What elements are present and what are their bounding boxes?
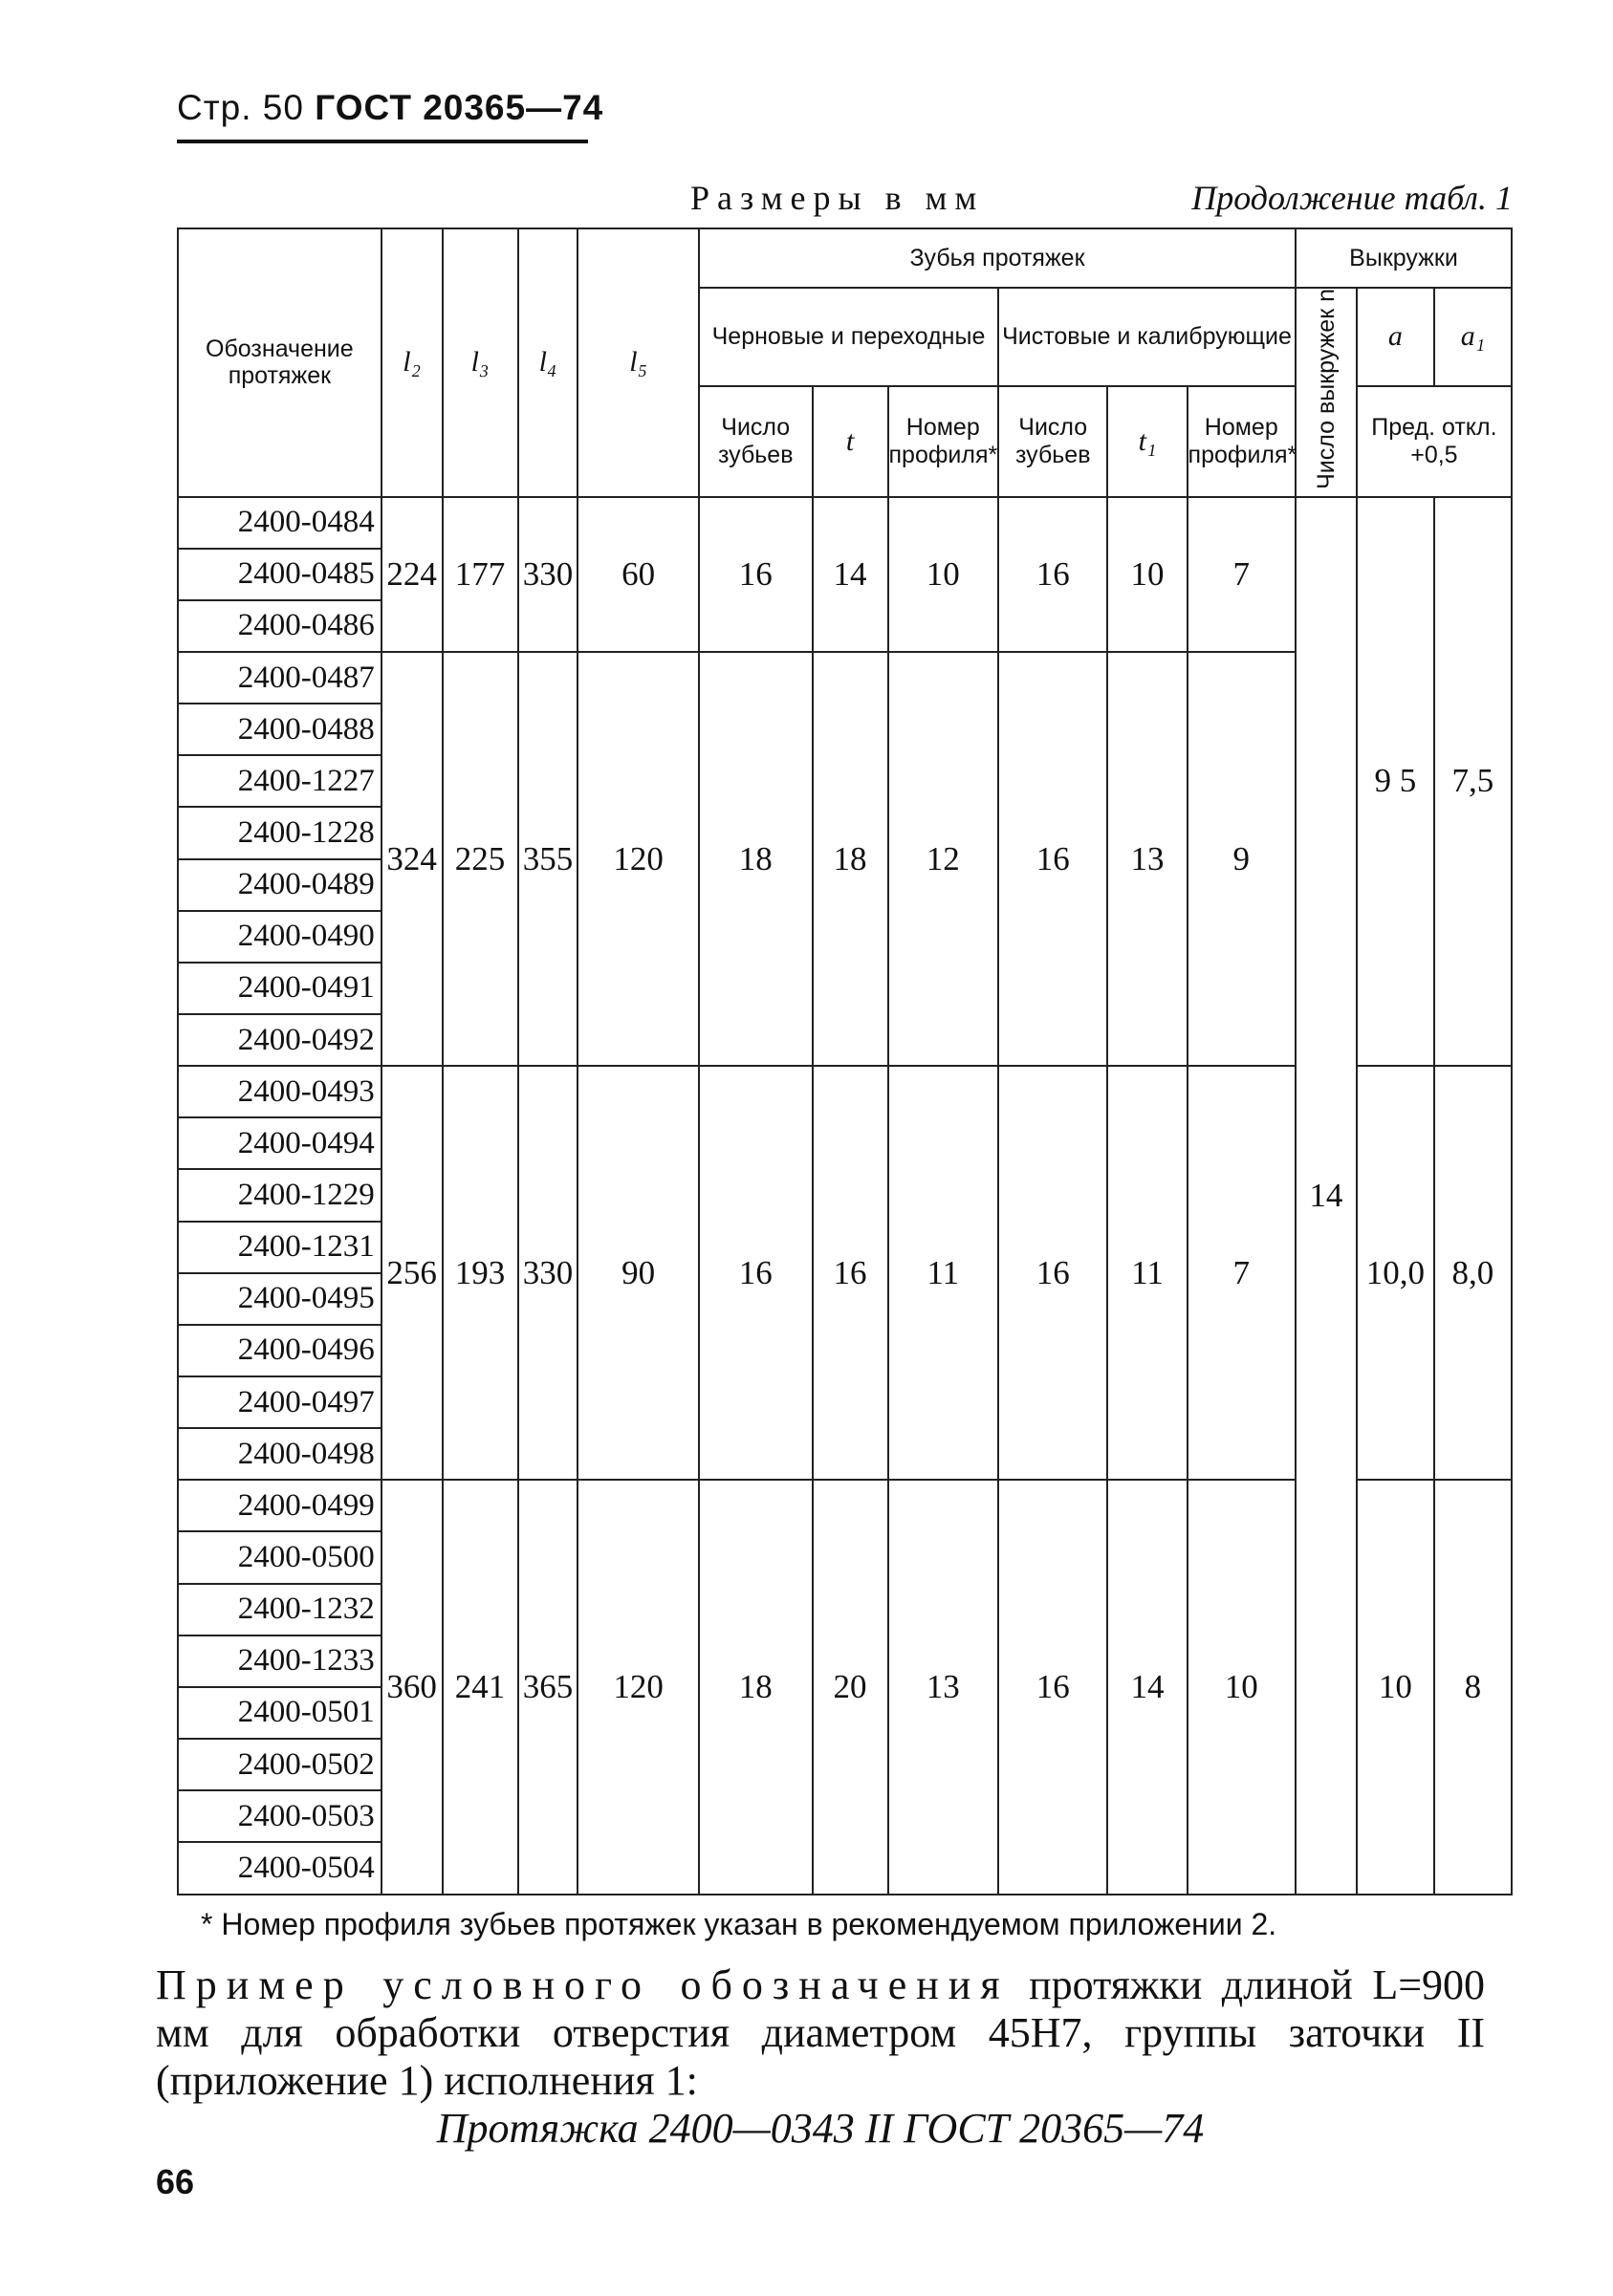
rough-count-cell: 16 <box>699 497 813 652</box>
designation-text: 2400-0486 <box>237 608 375 643</box>
t1-cell: 14 <box>1107 1480 1187 1894</box>
designation-text: 2400-0501 <box>237 1695 375 1730</box>
t-cell: 20 <box>813 1480 888 1894</box>
spec-table <box>177 227 1513 1895</box>
designation-cell <box>178 1428 381 1480</box>
l5-cell: 120 <box>578 1480 699 1894</box>
col-profile: Номер профиля* <box>888 386 998 496</box>
designation-cell <box>178 704 381 755</box>
finish-count-cell: 16 <box>998 652 1107 1066</box>
profile2-cell: 7 <box>1188 497 1296 652</box>
l2-cell: 324 <box>381 652 443 1066</box>
designation-cell <box>178 497 381 549</box>
l2-cell: 224 <box>381 497 443 652</box>
col-l2: l₂ <box>381 228 443 497</box>
designation-cell <box>178 1531 381 1583</box>
col-grooves-group: Выкружки <box>1296 228 1512 288</box>
l4-cell: 330 <box>518 497 578 652</box>
t1-cell: 11 <box>1107 1066 1187 1480</box>
example-paragraph <box>156 1961 1485 2153</box>
example-lead: Пример условного обозначения <box>156 1961 1010 2008</box>
designation-text: 2400-0491 <box>237 970 375 1006</box>
t-cell: 14 <box>813 497 888 652</box>
col-l3: l₃ <box>443 228 518 497</box>
finish-count-cell: 16 <box>998 497 1107 652</box>
designation-text: 2400-0503 <box>237 1798 375 1833</box>
col-a1: a₁ <box>1434 288 1512 386</box>
designation-text: 2400-0485 <box>237 556 375 592</box>
designation-text: 2400-1231 <box>237 1229 375 1265</box>
t-cell: 16 <box>813 1066 888 1480</box>
profile-cell: 10 <box>888 497 998 652</box>
designation-cell <box>178 549 381 600</box>
designation-cell <box>178 1739 381 1790</box>
l3-cell: 193 <box>443 1066 518 1480</box>
col-groove-count <box>1296 288 1357 497</box>
finish-count-cell: 16 <box>998 1066 1107 1480</box>
designation-text: 2400-0495 <box>237 1281 375 1316</box>
designation-text: 2400-0504 <box>237 1850 375 1885</box>
designation-text: 2400-0500 <box>237 1539 375 1574</box>
designation-text: 2400-0484 <box>237 505 375 540</box>
l3-cell: 177 <box>443 497 518 652</box>
profile2-cell: 9 <box>1188 652 1296 1066</box>
designation-text: 2400-0490 <box>237 919 375 954</box>
l2-cell: 360 <box>381 1480 443 1894</box>
l4-cell: 330 <box>518 1066 578 1480</box>
example-body: протяжки длиной L=900 мм для обработки отверстия диаметром 45H7, группы заточки II (приложение 1) исполнения 1: <box>156 1961 1486 2104</box>
a-cell: 10,0 <box>1357 1066 1434 1480</box>
col-t1: t₁ <box>1107 386 1187 496</box>
a-cell: 10 <box>1357 1480 1434 1894</box>
designation-text: 2400-0496 <box>237 1332 375 1368</box>
designation-text: 2400-0497 <box>237 1384 375 1419</box>
designation-text: 2400-1227 <box>237 763 375 798</box>
page-label: Стр. 50 <box>177 88 304 127</box>
designation-cell <box>178 1687 381 1739</box>
designation-text: 2400-0493 <box>237 1073 375 1109</box>
designation-cell <box>178 1480 381 1531</box>
profile-cell: 11 <box>888 1066 998 1480</box>
designation-cell <box>178 755 381 807</box>
col-tolerance: Пред. откл. +0,5 <box>1357 386 1512 496</box>
groove-count-cell: 14 <box>1296 497 1357 1895</box>
designation-cell <box>178 1842 381 1894</box>
footnote: * Номер профиля зубьев протяжек указан в рекомендуемом приложении 2. <box>201 1907 1277 1941</box>
designation-text: 2400-0498 <box>237 1436 375 1471</box>
profile2-cell: 10 <box>1188 1480 1296 1894</box>
page-header <box>177 88 603 128</box>
designation-text: 2400-0502 <box>237 1746 375 1782</box>
a-cell: 9 5 <box>1357 497 1434 1067</box>
designation-cell <box>178 1325 381 1376</box>
spec-table-container <box>177 227 1513 1893</box>
col-a: a <box>1357 288 1434 386</box>
col-profile2: Номер профиля* <box>1188 386 1296 496</box>
designation-cell <box>178 807 381 858</box>
designation-cell <box>178 652 381 704</box>
t-cell: 18 <box>813 652 888 1066</box>
l3-cell: 225 <box>443 652 518 1066</box>
col-t: t <box>813 386 888 496</box>
continuation-caption: Продолжение табл. 1 <box>1191 179 1513 217</box>
designation-cell <box>178 1169 381 1221</box>
designation-cell <box>178 1066 381 1117</box>
l3-cell: 241 <box>443 1480 518 1894</box>
l5-cell: 90 <box>578 1066 699 1480</box>
designation-cell <box>178 1635 381 1687</box>
designation-cell <box>178 1584 381 1635</box>
units-caption: Размеры в мм <box>690 179 985 217</box>
designation-cell <box>178 1014 381 1066</box>
page-number: 66 <box>156 2162 195 2201</box>
rough-count-cell: 18 <box>699 1480 813 1894</box>
col-finish: Чистовые и калибрующие <box>998 288 1296 386</box>
header-rule <box>177 140 588 143</box>
col-rough-count: Число зубьев <box>699 386 813 496</box>
t1-cell: 13 <box>1107 652 1187 1066</box>
designation-text: 2400-1228 <box>237 815 375 851</box>
designation-text: 2400-1233 <box>237 1643 375 1679</box>
designation-text: 2400-0487 <box>237 660 375 695</box>
designation-text: 2400-0489 <box>237 867 375 902</box>
table-row <box>178 497 1512 549</box>
col-finish-count: Число зубьев <box>998 386 1107 496</box>
profile-cell: 13 <box>888 1480 998 1894</box>
a1-cell: 8 <box>1434 1480 1512 1894</box>
rough-count-cell: 16 <box>699 1066 813 1480</box>
spec-table-body <box>178 497 1512 1895</box>
designation-cell <box>178 963 381 1014</box>
designation-cell <box>178 1222 381 1273</box>
col-l5: l₅ <box>578 228 699 497</box>
l5-cell: 120 <box>578 652 699 1066</box>
designation-cell <box>178 1790 381 1842</box>
designation-cell <box>178 1376 381 1428</box>
col-designation: Обозначение протяжек <box>178 228 381 497</box>
designation-cell <box>178 600 381 652</box>
l4-cell: 355 <box>518 652 578 1066</box>
designation-text: 2400-0492 <box>237 1022 375 1057</box>
profile2-cell: 7 <box>1188 1066 1296 1480</box>
designation-text: 2400-0494 <box>237 1125 375 1160</box>
col-l4: l₄ <box>518 228 578 497</box>
designation-text: 2400-0499 <box>237 1487 375 1523</box>
designation-text: 2400-1232 <box>237 1592 375 1627</box>
designation-cell <box>178 859 381 911</box>
a1-cell: 8,0 <box>1434 1066 1512 1480</box>
standard-label: ГОСТ 20365—74 <box>315 88 604 127</box>
l4-cell: 365 <box>518 1480 578 1894</box>
col-rough: Черновые и переходные <box>699 288 998 386</box>
example-designation: Протяжка 2400—0343 II ГОСТ 20365—74 <box>436 2105 1205 2152</box>
a1-cell: 7,5 <box>1434 497 1512 1067</box>
designation-cell <box>178 911 381 963</box>
l5-cell: 60 <box>578 497 699 652</box>
finish-count-cell: 16 <box>998 1480 1107 1894</box>
designation-cell <box>178 1117 381 1169</box>
designation-text: 2400-1229 <box>237 1178 375 1212</box>
designation-cell <box>178 1273 381 1325</box>
profile-cell: 12 <box>888 652 998 1066</box>
l2-cell: 256 <box>381 1066 443 1480</box>
col-teeth-group: Зубья протяжек <box>699 228 1296 288</box>
rough-count-cell: 18 <box>699 652 813 1066</box>
t1-cell: 10 <box>1107 497 1187 652</box>
groove-count-label: Число выкружек n <box>1312 289 1340 489</box>
designation-text: 2400-0488 <box>237 711 375 747</box>
